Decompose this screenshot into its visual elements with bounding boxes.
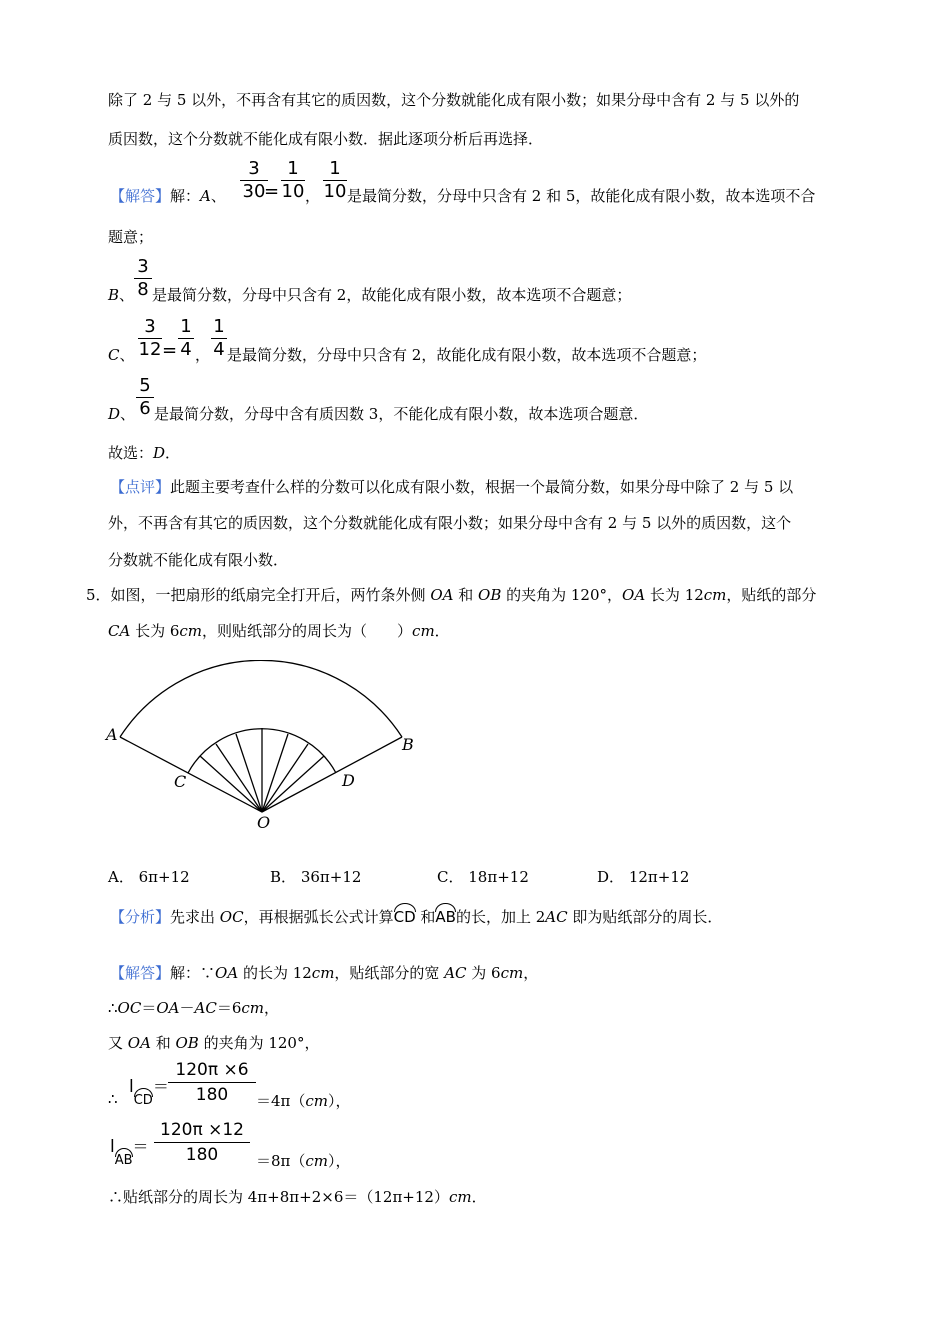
fraction-1-4-b: 1 4 bbox=[211, 316, 227, 361]
option-d[interactable]: D． 12π+12 bbox=[597, 868, 690, 886]
fraction-l-cd: 120π ×6 180 bbox=[168, 1058, 256, 1107]
option-a-text-2: 题意； bbox=[108, 228, 154, 246]
answer-tag: 【解答】 bbox=[110, 964, 171, 982]
option-d-label: D、 bbox=[108, 405, 136, 423]
comment-tag: 【点评】 bbox=[110, 478, 171, 496]
option-c[interactable]: C． 18π+12 bbox=[437, 868, 529, 886]
option-d-text: 是最简分数，分母中含有质因数 3，不能化成有限小数，故本选项合题意． bbox=[154, 405, 649, 423]
fraction-1-10: 1 10 bbox=[281, 158, 305, 202]
fraction-5-6: 5 6 bbox=[136, 375, 154, 420]
option-b[interactable]: B． 36π+12 bbox=[270, 868, 362, 886]
option-c-text: 是最简分数，分母中只含有 2，故能化成有限小数，故本选项不合题意； bbox=[227, 346, 707, 364]
label-c: C bbox=[174, 772, 187, 791]
fraction-3-8: 3 8 bbox=[134, 256, 152, 301]
fraction-l-ab: 120π ×12 180 bbox=[154, 1118, 250, 1167]
rib bbox=[262, 744, 308, 812]
option-a-label: A bbox=[200, 187, 211, 205]
l-ab-symbol: lAB＝ bbox=[110, 1137, 149, 1168]
intro-line-1: 除了 2 与 5 以外，不再含有其它的质因数，这个分数就能化成有限小数；如果分母中含有 2 与 5 以外的 bbox=[108, 91, 800, 109]
option-b-label: B、 bbox=[108, 286, 135, 304]
arc-ab bbox=[120, 660, 402, 737]
comma: ， bbox=[195, 346, 211, 364]
option-b-text: 是最简分数，分母中只含有 2，故能化成有限小数，故本选项不合题意； bbox=[152, 286, 632, 304]
label-d: D bbox=[342, 771, 355, 790]
q5-stem-line-1: 5．如图，一把扇形的纸扇完全打开后，两竹条外侧 OA 和 OB 的夹角为 120°，OA 长为 12cm，贴纸的部分 bbox=[86, 586, 817, 604]
option-a-text: 是最简分数，分母中只含有 2 和 5，故能化成有限小数，故本选项不合 bbox=[347, 187, 816, 205]
q5-solution-line-2: ∴OC＝OA－AC＝6cm， bbox=[108, 999, 279, 1017]
intro-line-2: 质因数，这个分数就不能化成有限小数．据此逐项分析后再选择． bbox=[108, 130, 544, 148]
q5-solution-line-1: 【解答】解：∵OA 的长为 12cm，贴纸部分的宽 AC 为 6cm， bbox=[110, 964, 539, 982]
option-c-label: C、 bbox=[108, 346, 135, 364]
q5-analysis: 【分析】先求出 OC，再根据弧长公式计算CD 和AB的长，加上 2AC 即为贴纸部分的周长． bbox=[110, 908, 723, 926]
question-number: 5． bbox=[86, 586, 111, 604]
rib bbox=[216, 744, 262, 812]
fraction-1-10-b: 1 10 bbox=[323, 158, 347, 202]
q5-stem-line-2: CA 长为 6cm，则贴纸部分的周长为（ ）cm． bbox=[108, 622, 450, 640]
q4-choice: 故选：D． bbox=[108, 444, 181, 462]
answer-prefix: 解： bbox=[170, 187, 201, 205]
equals-sign: = bbox=[162, 340, 178, 361]
equals-sign: = bbox=[264, 181, 280, 202]
analysis-tag: 【分析】 bbox=[110, 908, 171, 926]
q5-final-answer: ∴贴纸部分的周长为 4π+8π+2×6＝（12π+12）cm． bbox=[108, 1188, 487, 1206]
fraction-1-4: 1 4 bbox=[178, 316, 194, 361]
option-a[interactable]: A． 6π+12 bbox=[108, 868, 190, 886]
comma: ， bbox=[305, 187, 321, 205]
arc-cd-symbol: CD bbox=[393, 908, 416, 926]
q4-comment-line-2: 外，不再含有其它的质因数，这个分数就能化成有限小数；如果分母中含有 2 与 5 以外的质因数，这个 bbox=[108, 514, 792, 532]
l-cd-symbol: lCD＝ bbox=[129, 1077, 169, 1108]
therefore-symbol: ∴ bbox=[108, 1090, 118, 1108]
l-ab-result: ＝8π（cm）， bbox=[256, 1152, 351, 1170]
label-o: O bbox=[257, 813, 271, 832]
label-b: B bbox=[402, 735, 414, 754]
q4-answer-line-a bbox=[110, 185, 226, 206]
fan-figure bbox=[100, 660, 430, 840]
q4-comment-line-1: 【点评】此题主要考查什么样的分数可以化成有限小数，根据一个最简分数，如果分母中除了 2 与 5 以 bbox=[110, 478, 794, 496]
fraction-3-30: 3 30 bbox=[240, 158, 268, 203]
q5-solution-line-3: 又 OA 和 OB 的夹角为 120°， bbox=[108, 1034, 320, 1052]
answer-tag: 【解答】 bbox=[110, 187, 171, 205]
sep: 、 bbox=[210, 187, 226, 205]
q4-comment-line-3: 分数就不能化成有限小数． bbox=[108, 551, 289, 569]
arc-ab-symbol: AB bbox=[435, 908, 456, 926]
fraction-3-12: 3 12 bbox=[138, 316, 162, 360]
label-a: A bbox=[106, 725, 118, 744]
l-cd-result: ＝4π（cm）， bbox=[256, 1092, 351, 1110]
